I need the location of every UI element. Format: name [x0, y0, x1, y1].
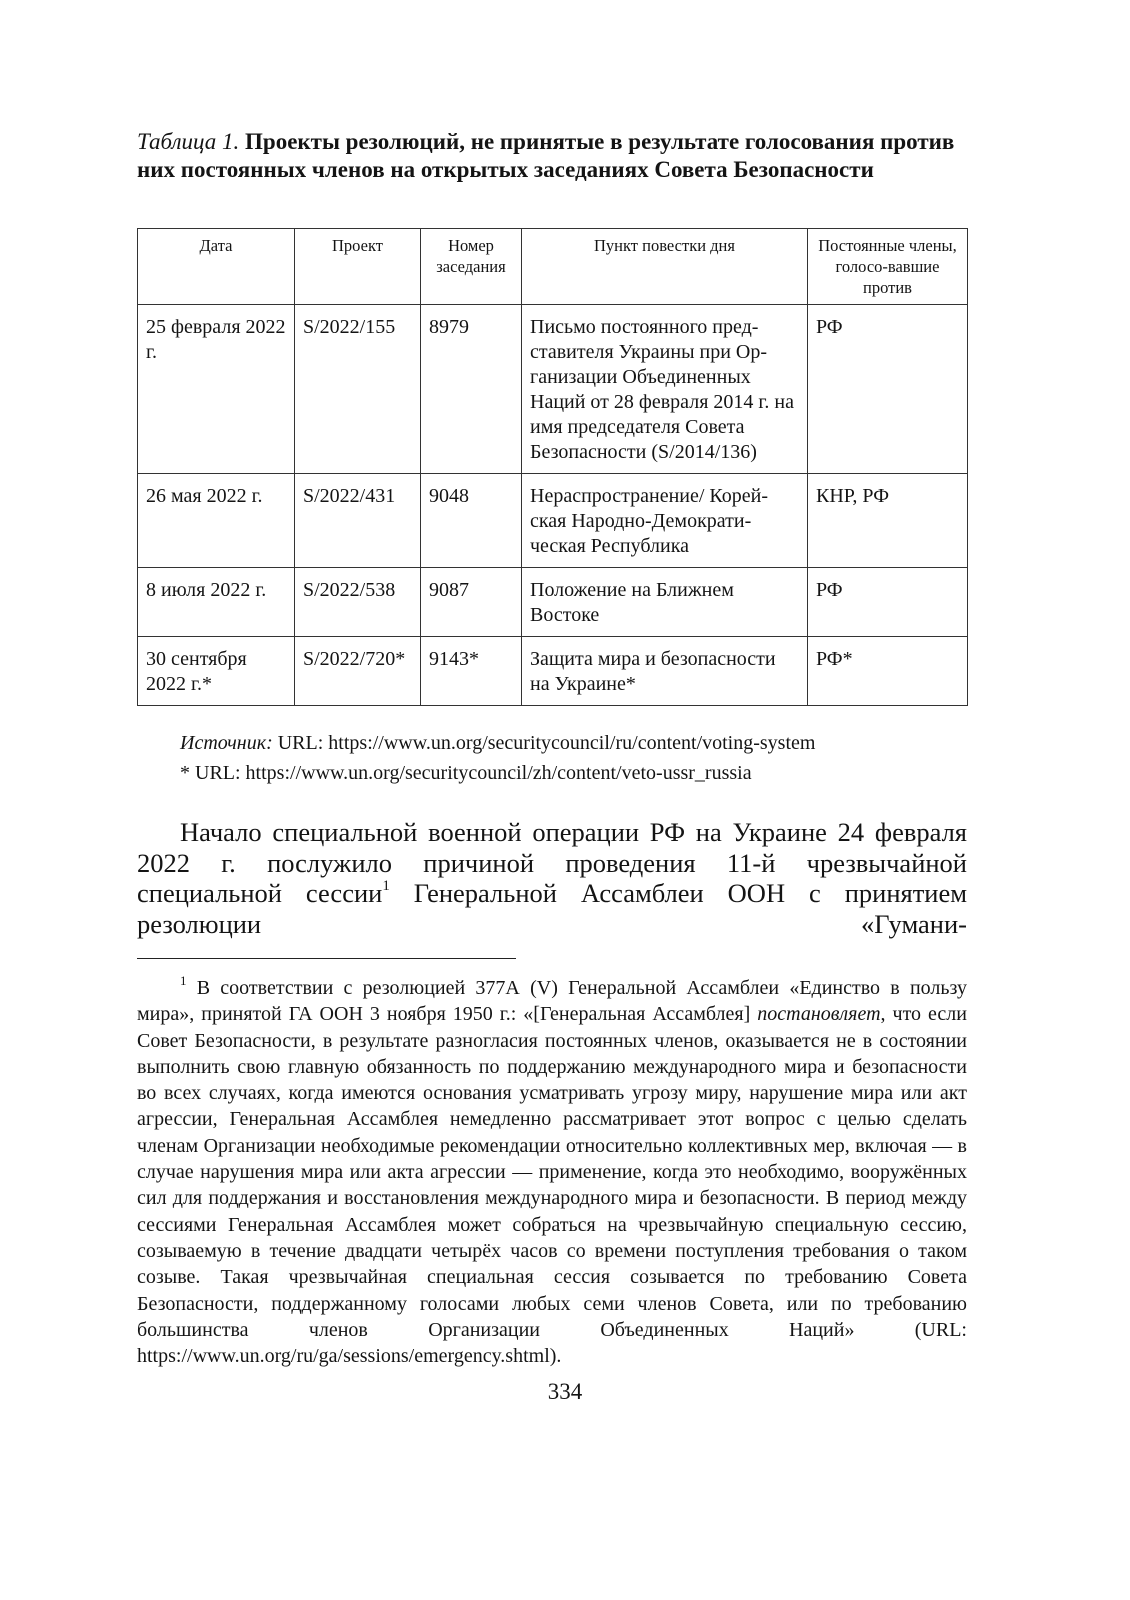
- source-asterisk-note: * URL: https://www.un.org/securitycouncil/zh/content/veto-ussr_russia: [180, 762, 752, 784]
- page-number: 334: [547, 1379, 583, 1404]
- cell-project: S/2022/155: [295, 305, 421, 474]
- table-row: [138, 568, 968, 637]
- body-text-b: Генеральной Ассамблеи ООН с принятием резолюции «Гумани-: [137, 878, 967, 939]
- cell-date: 25 февраля 2022 г.: [138, 305, 295, 474]
- cell-agenda-item: Защита мира и безопасности на Украине*: [522, 637, 808, 706]
- cell-meeting-number: 8979: [421, 305, 522, 474]
- table-caption: [137, 128, 997, 184]
- table-row: [138, 474, 968, 568]
- cell-project: S/2022/431: [295, 474, 421, 568]
- footnote-emphasis: постановляет: [757, 1003, 881, 1026]
- source-label: Источник:: [180, 732, 273, 754]
- header-project: Проект: [295, 229, 421, 305]
- cell-permanent-members: РФ: [808, 305, 968, 474]
- cell-permanent-members: РФ: [808, 568, 968, 637]
- table-caption-label: Таблица 1.: [137, 129, 240, 154]
- header-meeting-number: Номер заседания: [421, 229, 522, 305]
- table-header-row: [138, 229, 968, 305]
- footnote: [137, 975, 967, 1369]
- cell-meeting-number: 9048: [421, 474, 522, 568]
- source-url: URL: https://www.un.org/securitycouncil/ru/content/voting-system: [277, 732, 816, 754]
- source-note: [180, 730, 815, 756]
- cell-meeting-number: 9087: [421, 568, 522, 637]
- table-row: [138, 637, 968, 706]
- table-caption-title: Проекты резолюций, не принятые в результате голосования против них постоянных членов на открытых заседаниях Совета Безопасности: [137, 129, 955, 182]
- resolutions-table: [137, 228, 968, 706]
- cell-date: 8 июля 2022 г.: [138, 568, 295, 637]
- header-permanent-members: Постоянные члены, голосо-вавшие против: [808, 229, 968, 305]
- table-row: [138, 305, 968, 474]
- cell-permanent-members: РФ*: [808, 637, 968, 706]
- header-date: Дата: [138, 229, 295, 305]
- footnote-text-1: В соответствии с резолюцией 377А (V) Генеральной Ассамблеи «Единство в пользу мира», принятой ГА ООН 3 ноября 1950 г.: «[Генеральная Ассамблея]: [137, 977, 967, 1026]
- footnote-reference: 1: [382, 878, 390, 894]
- cell-project: S/2022/720*: [295, 637, 421, 706]
- body-paragraph: [137, 817, 967, 939]
- footnote-text-2: , что если Совет Безопасности, в результате разногласия постоянных членов, оказывается не в состоянии выполнить свою главную обязанность по поддержанию международного мира и безопасности во всех случаях, когда имеются основания усматривать угрозу миру, нарушение мира или акт агрессии, Генеральная Ассамблея немедленно рассматривает этот вопрос с целью сделать членам Организации необходимые рекомендации относительно коллективных мер, включая — в случае нарушения мира или акта агрессии — применение, когда это необходимо, вооружённых сил для поддержания и восстановления международного мира и безопасности. В период между сессиями Генеральная Ассамблея может собраться на чрезвычайную специальную сессию, созываемую в течение двадцати четырёх часов со времени поступления требования о таком созыве. Такая чрезвычайная специальная сессия созывается по требованию Совета Безопасности, поддержанному голосами любых семи членов Совета, или по требованию большинства членов Организации Объединенных Наций» (URL: https://www.un.org/ru/ga/sessions/emergency.shtml).: [137, 1003, 967, 1368]
- footnote-mark: 1: [180, 973, 187, 988]
- cell-project: S/2022/538: [295, 568, 421, 637]
- cell-agenda-item: Нераспространение/ Корей-ская Народно-Демократи-ческая Республика: [522, 474, 808, 568]
- cell-meeting-number: 9143*: [421, 637, 522, 706]
- header-agenda-item: Пункт повестки дня: [522, 229, 808, 305]
- body-text-a: Начало специальной военной операции РФ на Украине 24 февраля 2022 г. послужило причиной проведения 11-й чрезвычайной специальной сессии: [137, 817, 967, 908]
- cell-agenda-item: Письмо постоянного пред-ставителя Украины при Ор-ганизации Объединенных Наций от 28 февраля 2014 г. на имя председателя Совета Безопасности (S/2014/136): [522, 305, 808, 474]
- cell-agenda-item: Положение на Ближнем Востоке: [522, 568, 808, 637]
- cell-date: 26 мая 2022 г.: [138, 474, 295, 568]
- cell-date: 30 сентября 2022 г.*: [138, 637, 295, 706]
- footnote-separator: [137, 958, 516, 959]
- cell-permanent-members: КНР, РФ: [808, 474, 968, 568]
